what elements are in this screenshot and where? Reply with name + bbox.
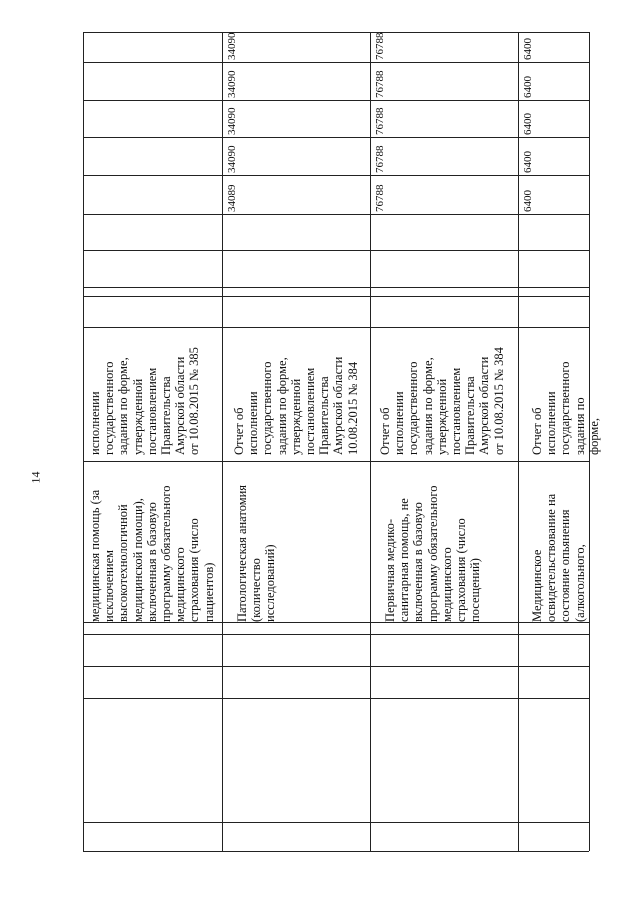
page-number: 14 <box>28 471 43 484</box>
cell-value: 76788 <box>374 32 386 60</box>
column-divider <box>518 32 519 851</box>
row-divider <box>83 634 589 635</box>
row-divider <box>83 296 589 297</box>
cell-report: Отчет об исполнении государственного задания по форме, утвержденной постановлением Правительства Амурской области от 10.08.2015 № 384 <box>378 347 506 455</box>
row-divider <box>83 62 589 63</box>
cell-service: Патологическая анатомия (количество исследований) <box>235 484 278 622</box>
row-divider <box>83 698 589 699</box>
table-border-top <box>83 32 589 33</box>
cell-value: 6400 <box>522 76 534 98</box>
cell-value: 34090 <box>226 32 238 60</box>
column-divider <box>222 32 223 851</box>
row-divider <box>83 461 589 462</box>
table-border-left <box>83 32 84 851</box>
table-border-bottom <box>83 851 589 852</box>
cell-value: 6400 <box>522 151 534 173</box>
row-divider <box>83 822 589 823</box>
column-divider <box>370 32 371 851</box>
row-divider <box>83 287 589 288</box>
row-divider <box>83 622 589 623</box>
row-divider <box>83 137 589 138</box>
row-divider <box>83 100 589 101</box>
cell-service: Первичная медико- санитарная помощь, не включенная в базовую программу обязательного медицинского страхования (число посещений) <box>383 485 483 622</box>
cell-value: 6400 <box>522 113 534 135</box>
cell-service: медицинская помощь (за исключением высокотехнологичной медицинской помощи), включенная в базовую программу обязательного медицинского страхования (число пациентов) <box>88 485 216 622</box>
cell-value: 76788 <box>374 145 386 173</box>
cell-report: Отчет об исполнении государственного задания по форме, <box>530 361 601 455</box>
cell-value: 6400 <box>522 38 534 60</box>
cell-value: 34090 <box>226 70 238 98</box>
cell-value: 34089 <box>226 184 238 212</box>
cell-value: 76788 <box>374 70 386 98</box>
cell-value: 34090 <box>226 145 238 173</box>
row-divider <box>83 214 589 215</box>
row-divider <box>83 250 589 251</box>
row-divider <box>83 175 589 176</box>
cell-value: 76788 <box>374 107 386 135</box>
row-divider <box>83 666 589 667</box>
cell-report: Отчет об исполнении государственного задания по форме, утвержденной постановлением Правительства Амурской области 10.08.2015 № 384 <box>232 356 360 455</box>
cell-value: 76788 <box>374 184 386 212</box>
cell-service: Медицинское освидетельствование на состояние опьянения (алкогольного, <box>530 493 587 622</box>
cell-value: 6400 <box>522 190 534 212</box>
cell-report: исполнении государственного задания по форме, утвержденной постановлением Правительства Амурской области от 10.08.2015 № 385 <box>88 347 202 455</box>
cell-value: 34090 <box>226 107 238 135</box>
